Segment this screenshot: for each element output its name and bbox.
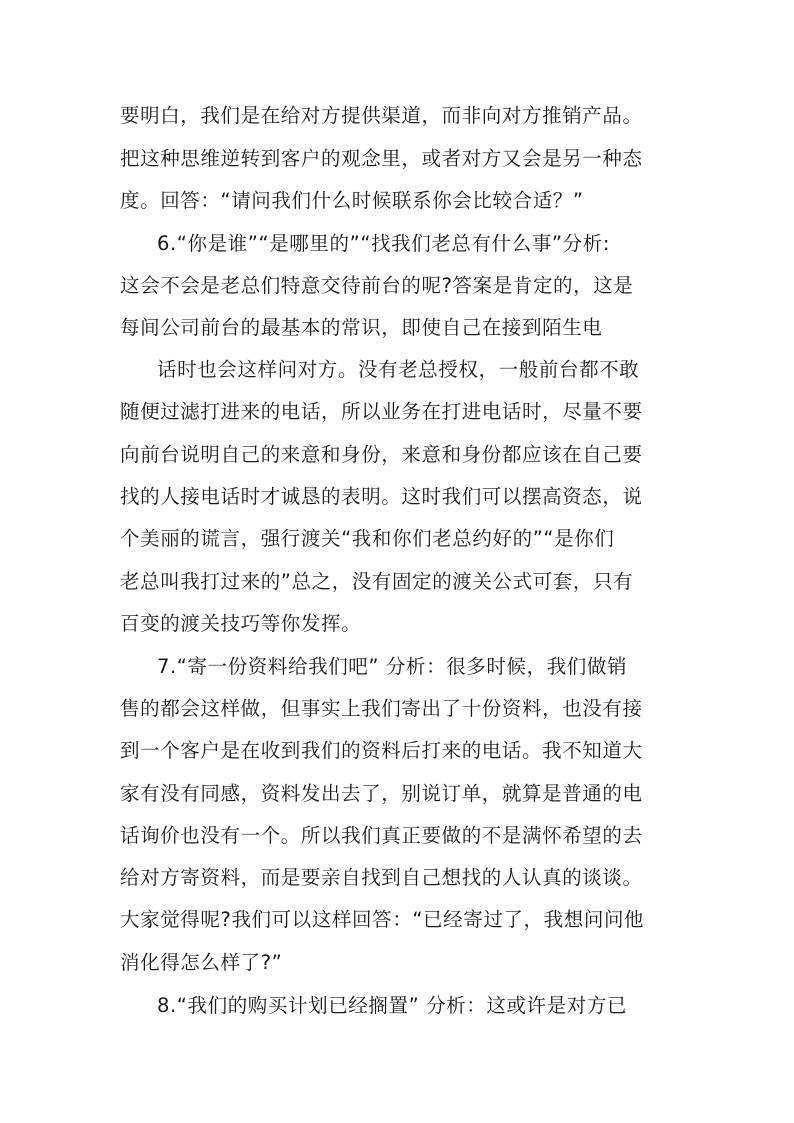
text-line: 度。回答：“请问我们什么时候联系你会比较合适？” (120, 189, 584, 212)
text-line: 向前台说明自己的来意和身份，来意和身份都应该在自己要 (120, 443, 643, 466)
text-line: 8.“我们的购买计划已经搁置” 分析：这或许是对方已 (157, 994, 628, 1017)
text-line: 大家觉得呢?我们可以这样回答：“已经寄过了，我想问问他 (120, 908, 645, 931)
text-line: 每间公司前台的最基本的常识，即使自己在接到陌生电 (120, 316, 603, 339)
text-line: 随便过滤打进来的电话，所以业务在打进电话时，尽量不要 (120, 400, 643, 423)
text-line: 找的人接电话时才诚恳的表明。这时我们可以摆高资态，说 (120, 485, 643, 508)
text-line: 话询价也没有一个。所以我们真正要做的不是满怀希望的去 (120, 824, 643, 847)
text-line: 这会不会是老总们特意交待前台的呢?答案是肯定的，这是 (120, 274, 634, 297)
text-line: 售的都会这样做，但事实上我们寄出了十份资料，也没有接 (120, 697, 643, 720)
text-line: 百变的渡关技巧等你发挥。 (120, 612, 362, 635)
text-line: 消化得怎么样了?” (120, 951, 283, 974)
text-line: 6.“你是谁”“是哪里的”“找我们老总有什么事”分析: (157, 232, 610, 255)
text-line: 把这种思维逆转到客户的观念里，或者对方又会是另一种态 (120, 147, 643, 170)
text-line: 家有没有同感，资料发出去了，别说订单，就算是普通的电 (120, 782, 643, 805)
text-line: 7.“寄一份资料给我们吧” 分析：很多时候，我们做销 (157, 655, 628, 678)
text-line: 老总叫我打过来的”总之，没有固定的渡关公式可套，只有 (120, 570, 634, 593)
text-line: 到一个客户是在收到我们的资料后打来的电话。我不知道大 (120, 739, 643, 762)
text-line: 个美丽的谎言，强行渡关“我和你们老总约好的”“是你们 (120, 527, 615, 550)
text-line: 要明白，我们是在给对方提供渠道，而非向对方推销产品。 (120, 104, 643, 127)
text-line: 给对方寄资料，而是要亲自找到自己想找的人认真的谈谈。 (120, 866, 643, 889)
text-line: 话时也会这样问对方。没有老总授权，一般前台都不敢 (157, 358, 640, 381)
